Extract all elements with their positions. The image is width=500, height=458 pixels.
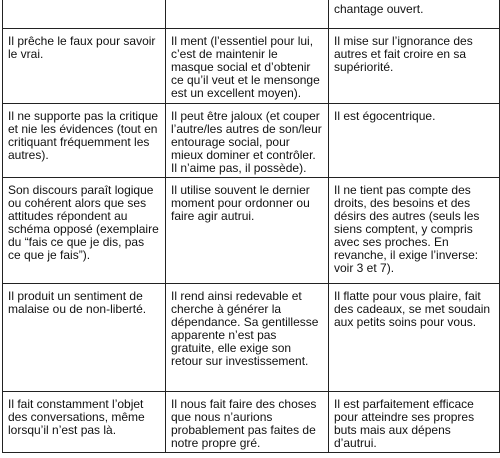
text-table: [2, 0, 500, 453]
table-row: [3, 29, 500, 104]
table-cell: Il utilise souvent le dernier moment pour ordonner ou faire agir autrui.: [166, 178, 329, 284]
table-cell: Il est parfaitement efficace pour atteindre ses propres buts mais aux dépens d’autrui.: [329, 392, 500, 453]
table-cell: Il peut être jaloux (et couper l’autre/les autres de son/leur entourage social, pour mieux dominer et contrôler. Il n’aime pas, il possède).: [166, 104, 329, 178]
table-cell: [3, 0, 166, 29]
table-cell: Il est égocentrique.: [329, 104, 500, 178]
table-row: [3, 392, 500, 453]
table-cell: Il ne tient pas compte des droits, des besoins et des désirs des autres (seuls les siens comptent, y compris avec ses proches. En revanche, il exige l’inverse: voir 3 et 7).: [329, 178, 500, 284]
table-cell: Il flatte pour vous plaire, fait des cadeaux, se met soudain aux petits soins pour vous.: [329, 284, 500, 392]
table-cell: Il fait constamment l’objet des conversations, même lorsqu’il n’est pas là.: [3, 392, 166, 453]
table-cell: Il nous fait faire des choses que nous n’aurions probablement pas faites de notre propre gré.: [166, 392, 329, 453]
table-row: [3, 104, 500, 178]
table-cell: Il produit un sentiment de malaise ou de non-liberté.: [3, 284, 166, 392]
table-cell: Il prêche le faux pour savoir le vrai.: [3, 29, 166, 104]
table-cell: Son discours paraît logique ou cohérent alors que ses attitudes répondent au schéma opposé (exemplaire du “fais ce que je dis, pas ce que je fais”).: [3, 178, 166, 284]
table-cell: Il ment (l’essentiel pour lui, c’est de maintenir le masque social et d’obtenir ce qu’il veut et le mensonge est un excellent moyen).: [166, 29, 329, 104]
table-cell: chantage ouvert.: [329, 0, 500, 29]
table-row: [3, 178, 500, 284]
table-cell: Il ne supporte pas la critique et nie les évidences (tout en critiquant fréquemment les autres).: [3, 104, 166, 178]
table-cell: Il mise sur l’ignorance des autres et fait croire en sa supériorité.: [329, 29, 500, 104]
table-row: [3, 0, 500, 29]
table-cell: [166, 0, 329, 29]
table-row: [3, 284, 500, 392]
table-cell: Il rend ainsi redevable et cherche à générer la dépendance. Sa gentillesse apparente n’est pas gratuite, elle exige son retour sur investissement.: [166, 284, 329, 392]
